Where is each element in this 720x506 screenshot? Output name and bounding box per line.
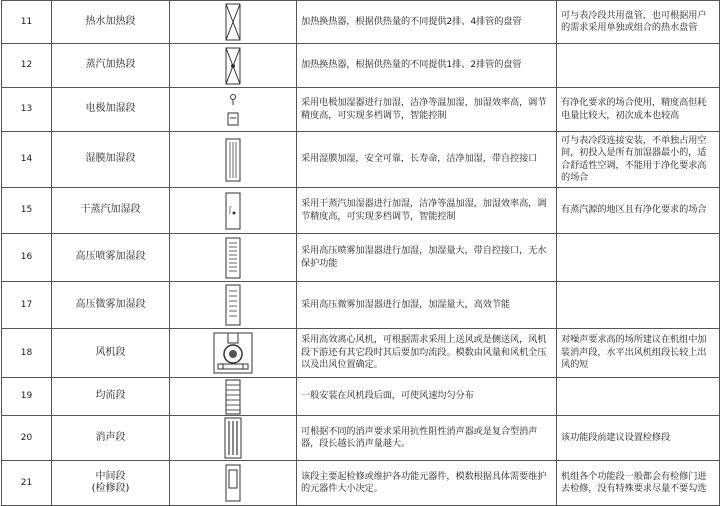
section-note: 有蒸汽源的地区且有净化要求的场合 — [557, 188, 720, 234]
table-row — [2, 378, 720, 416]
section-note: 该功能段前建议设置检修段 — [557, 416, 720, 461]
heating-coil-icon — [170, 1, 297, 44]
section-name: 蒸汽加热段 — [52, 44, 170, 88]
section-name: 干蒸汽加湿段 — [52, 188, 170, 234]
section-name-main: 中间段 — [95, 470, 126, 482]
row-number: 21 — [2, 461, 52, 506]
row-number: 17 — [2, 282, 52, 329]
section-description: 采用高压喷雾加湿器进行加湿，加湿量大，带自控接口，无水保护功能 — [297, 234, 557, 282]
section-name: 电极加湿段 — [52, 88, 170, 132]
fan-icon — [170, 329, 297, 378]
row-number: 13 — [2, 88, 52, 132]
spray-humidifier-icon — [170, 234, 297, 282]
section-note: 有净化要求的场合使用，精度高但耗电量比较大，初次成本也较高 — [557, 88, 720, 132]
section-note: 可与表冷段共用盘管，也可根据用户的需求采用单独或组合的热水盘管 — [557, 1, 720, 44]
section-name: 消声段 — [52, 416, 170, 461]
table-row — [2, 1, 720, 44]
section-name: 湿膜加湿段 — [52, 132, 170, 188]
row-number: 16 — [2, 234, 52, 282]
silencer-icon — [170, 416, 297, 461]
section-note: 对噪声要求高的场所建议在机组中加装消声段，水平出风机组段长较上出风的短 — [557, 329, 720, 378]
row-number: 12 — [2, 44, 52, 88]
table-row — [2, 329, 720, 378]
section-description: 采用电极加湿器进行加湿，洁净等温加湿，加湿效率高，调节精度高，可实现多档调节，智能控制 — [297, 88, 557, 132]
table-row — [2, 282, 720, 329]
section-note: 机组各个功能段一般都会有检修门进去检修，没有特殊要求尽量不要勾选 — [557, 461, 720, 506]
svg-text:ʃ: ʃ — [229, 205, 232, 214]
section-name: 风机段 — [52, 329, 170, 378]
table-row — [2, 88, 720, 132]
row-number: 14 — [2, 132, 52, 188]
table-row — [2, 416, 720, 461]
row-number: 18 — [2, 329, 52, 378]
section-note: 可与表冷段连接安装，不单独占用空间，初投入是所有加湿器最小的，适合舒适性空调，不能用于净化要求高的场合 — [557, 132, 720, 188]
section-description: 可根据不同的消声要求采用抗性阻性消声器或是复合型消声器，段长越长消声量越大。 — [297, 416, 557, 461]
table-row — [2, 44, 720, 88]
section-description: 采用高压微雾加湿器进行加湿，加湿量大，高效节能 — [297, 282, 557, 329]
section-description: 采用干蒸汽加湿器进行加湿，洁净等温加湿，加湿效率高，调节精度高，可实现多档调节，智能控制 — [297, 188, 557, 234]
flow-equalizer-icon — [170, 378, 297, 416]
section-name: 高压喷雾加湿段 — [52, 234, 170, 282]
section-note — [557, 282, 720, 329]
row-number: 20 — [2, 416, 52, 461]
row-number: 19 — [2, 378, 52, 416]
section-description: 采用湿膜加湿，安全可靠，长寿命，洁净加湿，带自控接口 — [297, 132, 557, 188]
section-description: 一般安装在风机段后面，可使风速均匀分布 — [297, 378, 557, 416]
micro-mist-humidifier-icon — [170, 282, 297, 329]
section-note — [557, 234, 720, 282]
dry-steam-humidifier-icon — [170, 188, 297, 234]
section-name-sub: (检修段) — [91, 483, 130, 494]
function-section-table — [1, 0, 720, 506]
table-row — [2, 461, 720, 506]
section-description: 该段主要起检修或维护各功能元器件，模数根据具体需要维护的元器件大小决定。 — [297, 461, 557, 506]
row-number: 15 — [2, 188, 52, 234]
wet-film-humidifier-icon — [170, 132, 297, 188]
section-note — [557, 378, 720, 416]
electrode-humidifier-icon — [170, 88, 297, 132]
section-name — [52, 461, 170, 506]
section-description: 加热换热器，根据供热量的不同提供2排、4排管的盘管 — [297, 1, 557, 44]
section-note — [557, 44, 720, 88]
access-section-icon — [170, 461, 297, 506]
section-name: 高压微雾加湿段 — [52, 282, 170, 329]
table-row — [2, 132, 720, 188]
row-number: 11 — [2, 1, 52, 44]
section-name: 均流段 — [52, 378, 170, 416]
table-row — [2, 188, 720, 234]
section-description: 采用高效离心风机，可根据需求采用上送风或是侧送风，风机段下游还有其它段时其后要加均流段。模数由风量和风机全压以及出风位置确定。 — [297, 329, 557, 378]
section-description: 加热换热器，根据供热量的不同提供1排、2排管的盘管 — [297, 44, 557, 88]
section-name: 热水加热段 — [52, 1, 170, 44]
table-row — [2, 234, 720, 282]
steam-coil-icon — [170, 44, 297, 88]
